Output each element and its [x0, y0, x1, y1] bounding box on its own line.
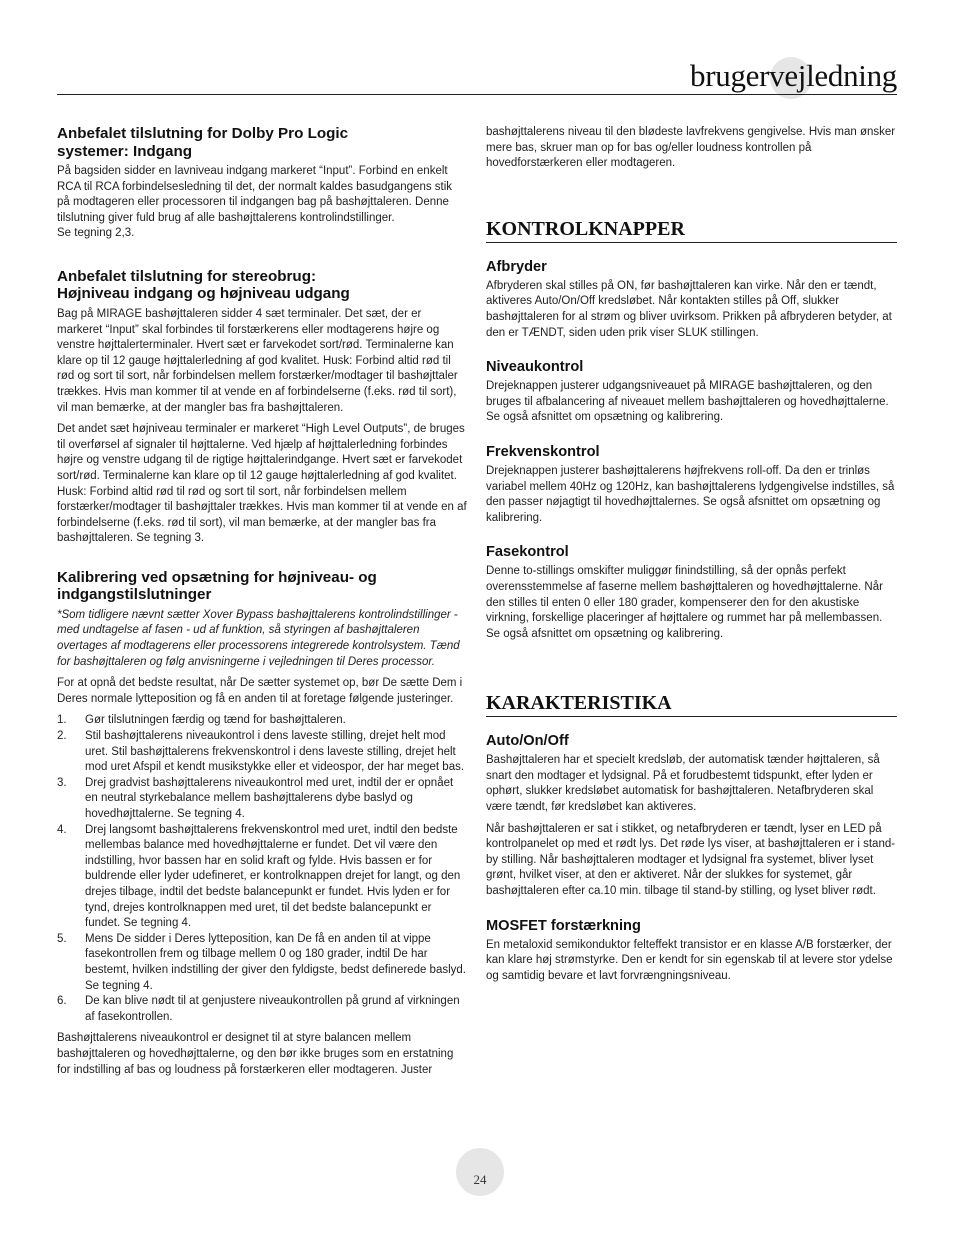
heading-afbryder: Afbryder	[486, 258, 547, 275]
section-stereo-connection	[57, 268, 468, 547]
paragraph-niveaukontrol: Drejeknappen justerer udgangsniveauet på MIRAGE bashøjttaleren, og den bruges til afbalancering af niveauet mellem bashøjttaleren og hovedhøjttalerne. Se også afsnittet om opsætning og kalibrering.	[486, 380, 889, 424]
step-text: Gør tilslutningen færdig og tænd for bashøjttaleren.	[85, 714, 346, 727]
paragraph-level-control-note: Bashøjttalerens niveaukontrol er designet til at styre balancen mellem bashøjttaleren og hovedhøjttalerne, og den bør ikke bruges som en erstatning for indstilling af bas og loudness på forstærkeren eller modtageren. Juster	[57, 1032, 454, 1076]
heading-mosfet: MOSFET forstærkning	[486, 917, 641, 934]
section-kontrolknapper	[486, 218, 897, 643]
heading-calibration: Kalibrering ved opsætning for højniveau- og indgangstilslutninger	[57, 568, 377, 604]
paragraph-auto-on-off-led: Når bashøjttaleren er sat i stikket, og netafbryderen er tændt, lyser en LED på kontrolpanelet op med et rødt lys. Det røde lys viser, at bashøjttaleren er i stand-by stilling. Når bashøjttaleren modtager et lydsignal fra systemet, bliver lyset grønt, hvilket viser, at den er aktiveret. Når der slukkes for systemet, går bashøjttaleren efter ca.10 min. tilbage til stand-by stilling, og lyset bliver rødt.	[486, 822, 896, 898]
paragraph-fasekontrol: Denne to-stillings omskifter muliggør finindstilling, så der opnås perfekt overensstemmelse af faserne mellem bashøjttaleren og hovedhøjttalerne. Når den stilles til enten 0 eller 180 grader, kompenserer den for den akustiske virkning, forskellige placeringer af højttalere og rummet har på mellembassen. Se også afsnittet om opsætning og kalibrering.	[486, 565, 883, 640]
list-item	[57, 932, 468, 994]
heading-auto-on-off: Auto/On/Off	[486, 733, 569, 750]
list-item	[57, 713, 468, 729]
list-item	[57, 823, 468, 932]
page-number: 24	[473, 1172, 487, 1187]
left-column	[57, 125, 468, 1084]
paragraph-auto-on-off-circuit: Bashøjttaleren har et specielt kredsløb, der automatisk tænder højttaleren, så snart den modtager et lydsignal. På et forudbestemt tidspunkt, efter lyden er ophørt, slukker kredsløbet automatisk for bashøjttaleren. Netafbryderen skal være tændt, før kredsløbet kan aktiveres.	[486, 754, 880, 814]
step-text: Mens De sidder i Deres lytteposition, kan De få en anden til at vippe fasekontrollen frem og tilbage mellem 0 og 180 grader, indtil De har bestemt, hvilken indstilling der giver den fyldigste, bedst definerede baslyd. Se tegning 4.	[85, 932, 466, 992]
heading-dolby-pro-logic: Anbefalet tilslutning for Dolby Pro Logic systemer: Indgang	[57, 125, 349, 160]
step-number: 3.	[57, 776, 67, 789]
list-item	[57, 776, 468, 823]
section-dolby-pro-logic	[57, 125, 468, 242]
heading-frekvenskontrol: Frekvenskontrol	[486, 443, 600, 460]
section-calibration	[57, 569, 468, 1078]
step-text: Drej gradvist bashøjttalerens niveaukontrol med uret, indtil der er opnået en neutral styrkebalance mellem bashøjttalerens dybe baslyd og hovedhøjttalerne. Se tegning 4.	[85, 776, 454, 820]
paragraph-dolby-see-drawing: Se tegning 2,3.	[57, 227, 135, 240]
document-title: brugervejledning	[690, 58, 897, 93]
paragraph-frekvenskontrol: Drejeknappen justerer bashøjttalerens højfrekvens roll-off. Da den er trinløs variabel mellem 40Hz og 120Hz, kan bashøjttalerens lydgengivelse indstilles, så den passer nøjagtigt til hovedhøjttalernes. Se også afsnittet om opsætning og kalibrering.	[486, 464, 895, 524]
heading-kontrolknapper: KONTROLKNAPPER	[486, 218, 897, 243]
section-karakteristika	[486, 692, 897, 984]
heading-fasekontrol: Fasekontrol	[486, 544, 569, 561]
paragraph-dolby-input: På bagsiden sidder en lavniveau indgang markeret “Input”. Forbind en enkelt RCA til RCA forbindelsesledning til det, der normalt kaldes basudgangens stik på modtageren eller processoren til indgangen bag på bashøjttaleren. Denne tilslutning giver fuld brug af alle bashøjttalerens kontrolindstillinger.	[57, 165, 453, 224]
paragraph-continuation: bashøjttalerens niveau til den blødeste lavfrekvens gengivelse. Hvis man ønsker mere bas, skruer man op for bas og/eller loudness kontrollen på hovedforstærkeren eller modtageren.	[486, 126, 896, 170]
step-number: 2.	[57, 730, 67, 743]
paragraph-afbryder: Afbryderen skal stilles på ON, før bashøjttaleren kan virke. Når den er tændt, aktiveres Auto/On/Off kredsløbet. Når kontakten stilles på Off, slukker bashøjttaleren for al strøm og bliver uvirksom. Prikken på afbryderen betyder, at den er TÆNDT, siden uden prik viser SLUK stillingen.	[486, 279, 892, 339]
list-item	[57, 729, 468, 776]
heading-karakteristika: KARAKTERISTIKA	[486, 692, 897, 717]
step-number: 4.	[57, 823, 67, 836]
step-text: Drej langsomt bashøjttalerens frekvenskontrol med uret, indtil den bedste mellembas balance med hovedhøjttalerne er fundet. Det vil være den indstilling, hvor bassen har en solid kraft og fylde. Hvis bassen er for buldrende eller lyder udefineret, er kontrolknappen drejet for langt, og den drejes tilbage, indtil det bedste balancepunkt er fundet. Hvis lyden er for tynd, drejes kontrolknappen med uret, til det bedste balancepunkt er fundet. Se tegning 4.	[85, 823, 461, 930]
paragraph-stereo-input-terminals: Bag på MIRAGE bashøjttaleren sidder 4 sæt terminaler. Det sæt, der er markeret “Input” skal forbindes til forstærkerens eller modtagerens højre og venstre højttalerterminaler. Hvert sæt er farvekodet sort/rød. Terminalerne kan klare op til 12 gauge højttalerledning af god kvalitet. Husk: Forbind altid rød til rød og sort til sort, når forbindelsen mellem forstærker/modtager til bashøjttaler trækkes. Hvis man kommer til at vende en af forbindelserne (f.eks. rød til sort), vil man bemærke, at der mangler bas fra bashøjttaleren.	[57, 307, 458, 414]
paragraph-calibration-intro: For at opnå det bedste resultat, når De sætter systemet op, bør De sætte Dem i Deres normale lytteposition og få en anden til at foretage følgende justeringer.	[57, 677, 463, 705]
calibration-steps-list	[57, 713, 468, 1025]
heading-niveaukontrol: Niveaukontrol	[486, 359, 584, 376]
heading-stereo-connection: Anbefalet tilslutning for stereobrug: Højniveau indgang og højniveau udgang	[57, 267, 350, 303]
step-number: 6.	[57, 995, 67, 1008]
step-text: Stil bashøjttalerens niveaukontrol i dens laveste stilling, drejet helt mod uret. Stil bashøjttalerens frekvenskontrol i dens laveste stilling, drejet helt mod uret Afspil et kendt musikstykke eller et videospor, der har meget bas.	[85, 730, 465, 774]
step-text: De kan blive nødt til at genjustere niveaukontrollen på grund af virkningen af fasekontrollen.	[85, 995, 460, 1023]
step-number: 5.	[57, 932, 67, 945]
paragraph-stereo-output-terminals: Det andet sæt højniveau terminaler er markeret “High Level Outputs”, de bruges til overførsel af signaler til højttalerne. Ved hjælp af højttalerledning forbindes højre og venstre udgang til de rigtige højttalerindgange. Hvert sæt er farvekodet sort/rød. Terminalerne kan klare op til 12 gauge højttalerledning af god kvalitet. Husk: Forbind altid rød til rød og sort til sort, når forbindelsen mellem forstærker/modtager til bashøjttaler trækkes. Hvis man kommer til at vende en af forbindelserne (f.eks. rød til sort), vil man bemærke, at der mangler bas fra bashøjttaleren. Se tegning 3.	[57, 423, 467, 545]
right-column	[486, 125, 897, 990]
step-number: 1.	[57, 714, 67, 727]
header-rule	[57, 94, 897, 95]
list-item	[57, 994, 468, 1025]
paragraph-mosfet: En metaloxid semikonduktor felteffekt transistor er en klasse A/B forstærker, der kan klare høj strømstyrke. Den er kendt for sin egenskab til at levere stor ydelse og samtidig bevare et lavt forvrængningsniveau.	[486, 938, 893, 982]
paragraph-calibration-note: *Som tidligere nævnt sætter Xover Bypass bashøjttalerens kontrolindstillinger - med undtagelse af fasen - ud af funktion, så styringen af bashøjttaleren overtages af modtagerens eller processorens integrerede kontrolsystem. Tænd for bashøjttaleren og følg anvisningerne i vejledningen til Deres processor.	[57, 608, 460, 668]
